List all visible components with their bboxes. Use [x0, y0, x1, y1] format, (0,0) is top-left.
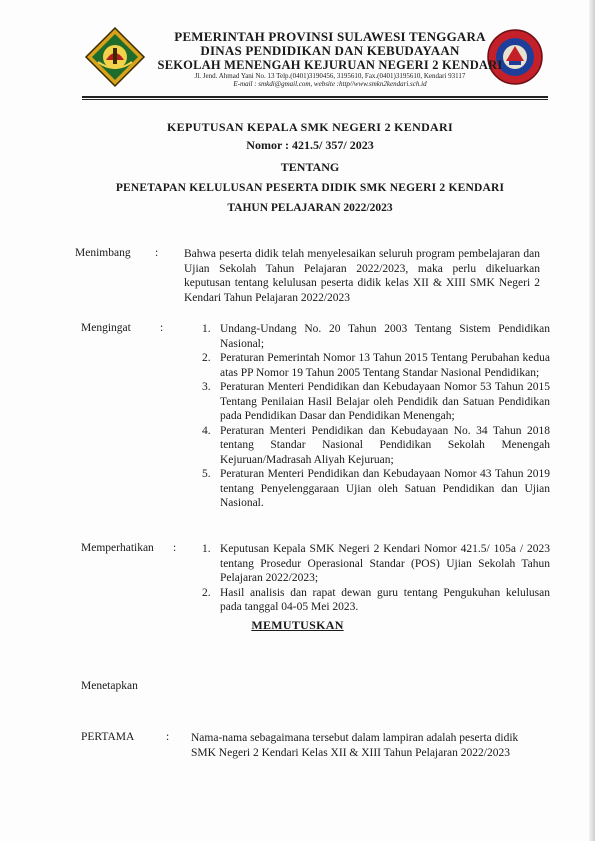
menimbang-label: Menimbang	[75, 247, 131, 259]
mengingat-label: Mengingat	[81, 322, 131, 334]
letterhead-address: Jl. Jend. Ahmad Yani No. 13 Telp.(0401)3190456, 3195610, Fax.(0401)3195610, Kendari 93117	[194, 72, 466, 81]
letterhead-department: DINAS PENDIDIKAN DAN KEBUDAYAAN	[200, 43, 460, 59]
list-item-text: Hasil analisis dan rapat dewan guru tentang Pengukuhan kelulusan pada tanggal 04-05 Mei 2023.	[220, 586, 550, 613]
province-emblem-icon	[84, 26, 146, 88]
list-item-text: Peraturan Menteri Pendidikan dan Kebudayaan No. 34 Tahun 2018 tentang Standar Nasional Pendidikan Sekolah Menengah Kejuruan/Madrasah Aliyah Kejuruan;	[220, 424, 550, 466]
memperhatikan-label: Memperhatikan	[81, 542, 154, 554]
letterhead-school: SEKOLAH MENENGAH KEJURUAN NEGERI 2 KENDARI	[157, 57, 503, 72]
menetapkan-label: Menetapkan	[81, 680, 138, 692]
list-item-text: Undang-Undang No. 20 Tahun 2003 Tentang Sistem Pendidikan Nasional;	[220, 323, 550, 350]
letterhead-government: PEMERINTAH PROVINSI SULAWESI TENGGARA	[174, 29, 486, 44]
list-item-text: Peraturan Menteri Pendidikan dan Kebudayaan Nomor 53 Tahun 2015 Tentang Penilaian Hasil Belajar oleh Pendidik dan Satuan Pendidikan pada Pendidikan Dasar dan Pendidikan Menengah;	[220, 381, 550, 422]
letterhead-rule-thin	[82, 99, 548, 100]
pertama-label: PERTAMA	[81, 731, 135, 743]
pertama-colon: :	[166, 731, 170, 743]
memutuskan-heading: MEMUTUSKAN	[251, 618, 344, 632]
decree-number: Nomor : 421.5/ 357/ 2023	[246, 138, 374, 152]
decree-about: TENTANG	[280, 160, 340, 174]
letterhead-contact: E-mail : smkdi@gmail.com, website :http//www.smkn2kendari.sch.id	[233, 80, 427, 89]
list-item-text: Peraturan Menteri Pendidikan dan Kebudayaan Nomor 43 Tahun 2019 tentang Penyelenggaraan Ujian oleh Satuan Pendidikan dan Ujian Nasional.	[220, 468, 550, 509]
decree-heading: KEPUTUSAN KEPALA SMK NEGERI 2 KENDARI	[167, 120, 453, 134]
list-item: 2. Hasil analisis dan rapat dewan guru tentang Pengukuhan kelulusan pada tanggal 04-05 Mei 2023.	[202, 586, 550, 613]
menimbang-text: Bahwa peserta didik telah menyelesaikan seluruh program pembelajaran dan Ujian Sekolah Tahun Pelajaran 2022/2023, maka perlu dikeluarkan keputusan tentang kelulusan peserta didik kelas XII & XIII SMK Negeri 2 Kendari Tahun Pelajaran 2022/2023	[184, 248, 540, 304]
decree-subject-line1: PENETAPAN KELULUSAN PESERTA DIDIK SMK NEGERI 2 KENDARI	[115, 182, 505, 194]
decree-subject-line2: TAHUN PELAJARAN 2022/2023	[227, 202, 393, 214]
letterhead	[140, 30, 520, 89]
memperhatikan-list	[202, 542, 550, 615]
list-item-text: Peraturan Pemerintah Nomor 13 Tahun 2015 Tentang Perubahan kedua atas PP Nomor 19 Tahun 2005 Tentang Standar Nasional Pendidikan;	[220, 352, 550, 379]
mengingat-colon: :	[160, 322, 164, 334]
pertama-text: Nama-nama sebagaimana tersebut dalam lampiran adalah peserta didik SMK Negeri 2 Kendari Kelas XII & XIII Tahun Pelajaran 2022/2023	[191, 732, 519, 759]
mengingat-list	[202, 322, 550, 511]
list-item: 3. Peraturan Menteri Pendidikan dan Kebudayaan Nomor 53 Tahun 2015 Tentang Penilaian Hasil Belajar oleh Pendidik dan Satuan Pendidikan pada Pendidikan Dasar dan Pendidikan Menengah;	[202, 381, 550, 422]
list-item: 4. Peraturan Menteri Pendidikan dan Kebudayaan No. 34 Tahun 2018 tentang Standar Nasional Pendidikan Sekolah Menengah Kejuruan/Madrasah Aliyah Kejuruan;	[202, 424, 550, 466]
list-item: 5. Peraturan Menteri Pendidikan dan Kebudayaan Nomor 43 Tahun 2019 tentang Penyelenggaraan Ujian oleh Satuan Pendidikan dan Ujian Nasional.	[202, 468, 550, 509]
page-edge-shadow	[589, 0, 595, 841]
list-item-text: Keputusan Kepala SMK Negeri 2 Kendari Nomor 421.5/ 105a / 2023 tentang Prosedur Operasional Standar (POS) Ujian Sekolah Tahun Pelajaran 2022/2023;	[220, 543, 550, 584]
list-item: 1. Keputusan Kepala SMK Negeri 2 Kendari Nomor 421.5/ 105a / 2023 tentang Prosedur Operasional Standar (POS) Ujian Sekolah Tahun Pelajaran 2022/2023;	[202, 543, 550, 584]
menimbang-colon: :	[155, 247, 159, 259]
list-item: 1. Undang-Undang No. 20 Tahun 2003 Tentang Sistem Pendidikan Nasional;	[202, 323, 550, 350]
letterhead-rule-thick	[82, 96, 548, 98]
list-item: 2. Peraturan Pemerintah Nomor 13 Tahun 2015 Tentang Perubahan kedua atas PP Nomor 19 Tahun 2005 Tentang Standar Nasional Pendidikan;	[202, 352, 550, 379]
memperhatikan-colon: :	[173, 542, 177, 554]
